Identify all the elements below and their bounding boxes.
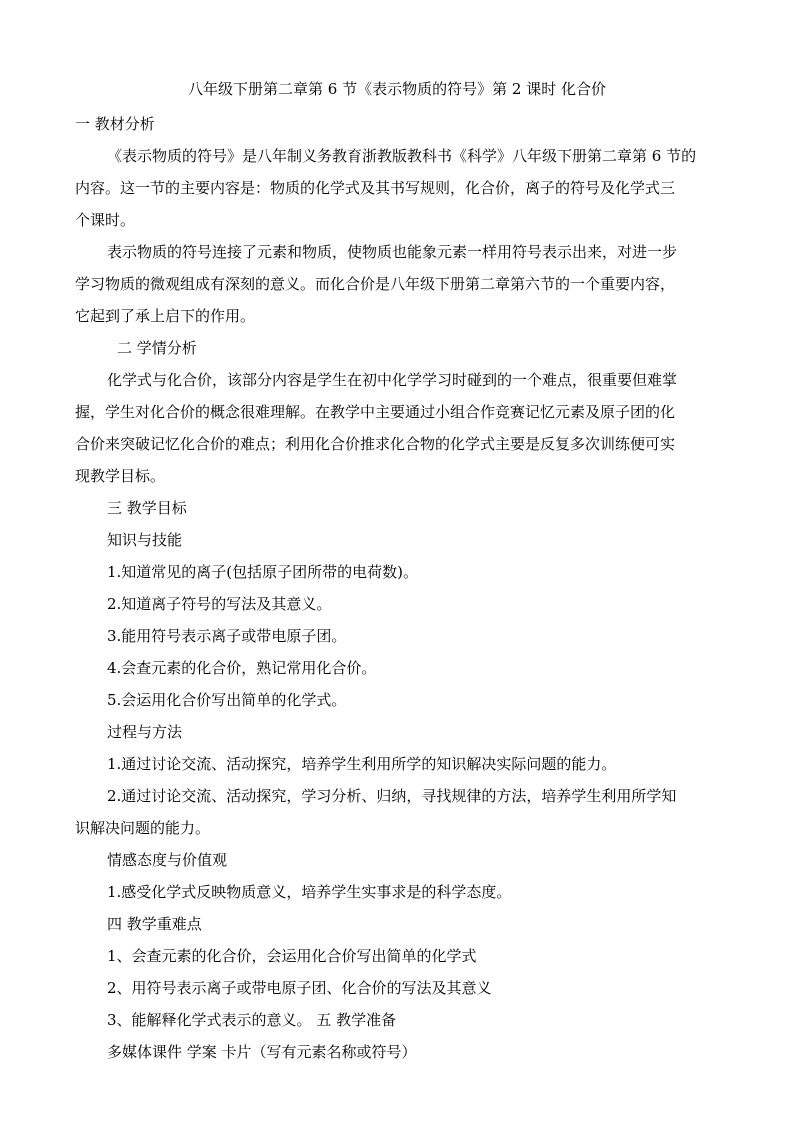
list-item: 2、用符号表示离子或带电原子团、化合价的写法及其意义	[107, 979, 492, 997]
subheading-emotion-values: 情感态度与价值观	[107, 851, 228, 869]
list-item: 2.知道离子符号的写法及其意义。	[107, 595, 332, 613]
list-item: 4.会查元素的化合价，熟记常用化合价。	[107, 659, 377, 677]
list-item: 1.通过讨论交流、活动探究，培养学生利用所学的知识解决实际问题的能力。	[107, 755, 617, 773]
document-title: 八年级下册第二章第 6 节《表示物质的符号》第 2 课时 化合价	[188, 80, 606, 98]
section-heading-textbook-analysis: 一 教材分析	[75, 115, 155, 133]
paragraph-line: 《表示物质的符号》是八年制义务教育浙教版教科书《科学》八年级下册第二章第 6 节的	[107, 147, 697, 165]
list-item: 1.知道常见的离子(包括原子团所带的电荷数)。	[107, 563, 419, 581]
list-item: 1、会查元素的化合价，会运用化合价写出简单的化学式	[107, 947, 477, 965]
paragraph-line: 化学式与化合价，该部分内容是学生在初中化学学习时碰到的一个难点，很重要但难掌	[107, 371, 678, 389]
section-heading-student-analysis: 二 学情分析	[117, 339, 197, 357]
list-item: 1.感受化学式反映物质意义，培养学生实事求是的科学态度。	[107, 883, 512, 901]
section-heading-key-points: 四 教学重难点	[107, 915, 202, 933]
subheading-knowledge-skills: 知识与技能	[107, 531, 183, 549]
list-item: 2.通过讨论交流、活动探究，学习分析、归纳，寻找规律的方法，培养学生利用所学知	[107, 787, 677, 805]
subheading-process-methods: 过程与方法	[107, 723, 183, 741]
teaching-materials: 多媒体课件 学案 卡片（写有元素名称或符号）	[107, 1043, 417, 1061]
section-heading-teaching-goals: 三 教学目标	[107, 499, 187, 517]
paragraph-line: 握，学生对化合价的概念很难理解。在教学中主要通过小组合作竞赛记忆元素及原子团的化	[75, 403, 676, 421]
paragraph-line: 合价来突破记忆化合价的难点；利用化合价推求化合物的化学式主要是反复多次训练便可实	[75, 435, 676, 453]
paragraph-line: 表示物质的符号连接了元素和物质，使物质也能象元素一样用符号表示出来，对进一步	[107, 243, 678, 261]
paragraph-line: 学习物质的微观组成有深刻的意义。而化合价是八年级下册第二章第六节的一个重要内容，	[75, 275, 676, 293]
paragraph-line: 个课时。	[75, 211, 136, 229]
paragraph-line: 它起到了承上启下的作用。	[75, 307, 256, 325]
list-item: 3、能解释化学式表示的意义。 五 教学准备	[107, 1011, 397, 1029]
paragraph-line: 现教学目标。	[75, 467, 166, 485]
list-item: 5.会运用化合价写出简单的化学式。	[107, 691, 347, 709]
list-item: 3.能用符号表示离子或带电原子团。	[107, 627, 347, 645]
paragraph-line: 内容。这一节的主要内容是：物质的化学式及其书写规则，化合价，离子的符号及化学式三	[75, 179, 676, 197]
list-item-continuation: 识解决问题的能力。	[75, 819, 211, 837]
